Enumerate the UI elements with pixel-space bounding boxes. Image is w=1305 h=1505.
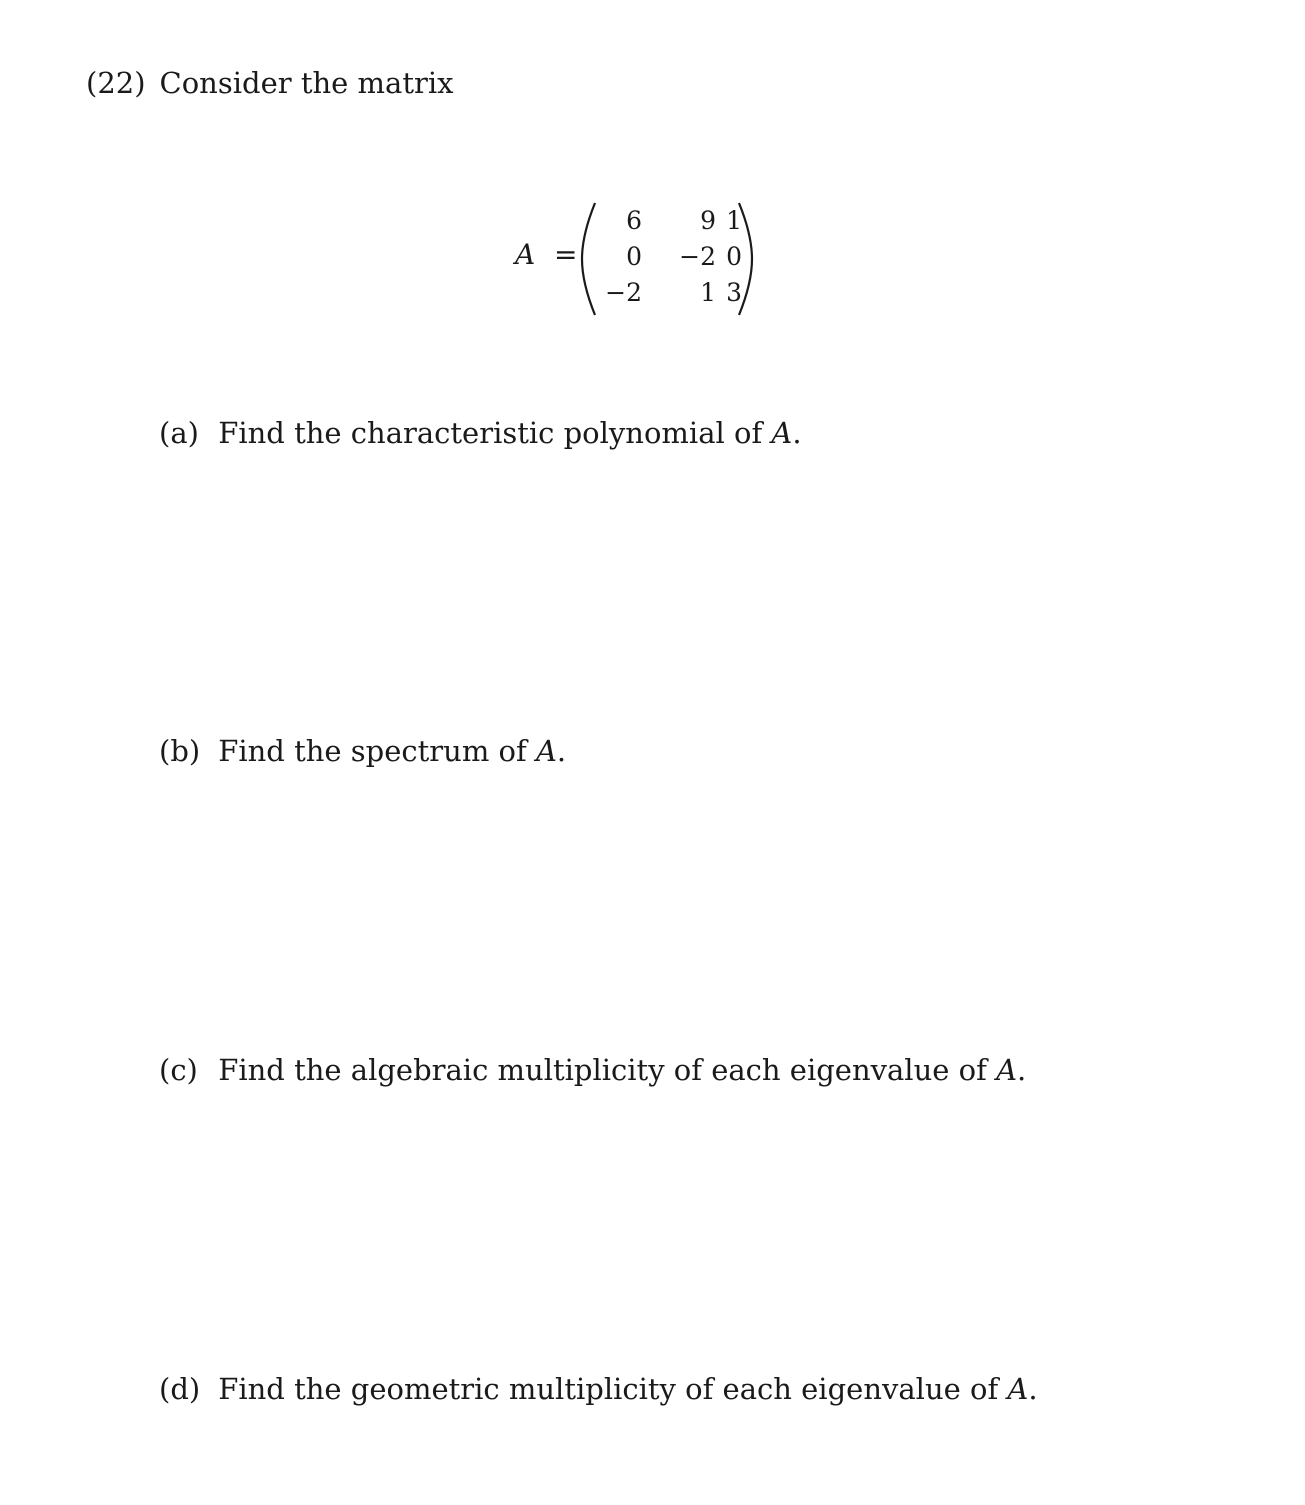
problem-heading: [86, 64, 453, 102]
matrix-equation: [512, 200, 772, 320]
matrix-cell: 0: [626, 242, 642, 271]
matrix-cell: −2: [679, 242, 716, 271]
matrix-variable: A: [515, 238, 536, 271]
part-label: (c): [159, 1053, 198, 1087]
part-text: Find the characteristic polynomial of: [218, 416, 763, 450]
matrix-cell: 6: [626, 206, 642, 235]
part-c-question: [159, 1051, 1026, 1089]
matrix-cell: −2: [605, 278, 642, 307]
part-text: Find the algebraic multiplicity of each eigenvalue of: [218, 1053, 987, 1087]
problem-intro: Consider the matrix: [159, 66, 454, 100]
part-period: .: [556, 734, 567, 768]
part-text: Find the spectrum of: [218, 734, 527, 768]
equals-sign: =: [554, 238, 578, 271]
math-variable: A: [1007, 1372, 1029, 1406]
matrix-cell: 1: [726, 206, 742, 235]
part-label: (a): [159, 416, 199, 450]
matrix-cell: 3: [726, 278, 742, 307]
part-label: (d): [159, 1372, 201, 1406]
math-variable: A: [771, 416, 793, 450]
math-variable: A: [535, 734, 557, 768]
math-variable: A: [996, 1053, 1018, 1087]
part-period: .: [1017, 1053, 1027, 1087]
part-label: (b): [159, 734, 201, 768]
matrix-cell: 1: [700, 278, 716, 307]
part-period: .: [792, 416, 802, 450]
part-d-question: [159, 1370, 1038, 1408]
part-b-question: [159, 732, 566, 770]
problem-number: (22): [86, 66, 146, 100]
part-period: .: [1028, 1372, 1038, 1406]
matrix-cell: 9: [700, 206, 716, 235]
matrix-cell: 0: [726, 242, 742, 271]
part-a-question: [159, 414, 802, 452]
part-text: Find the geometric multiplicity of each eigenvalue of: [218, 1372, 999, 1406]
right-parenthesis: [736, 200, 754, 318]
